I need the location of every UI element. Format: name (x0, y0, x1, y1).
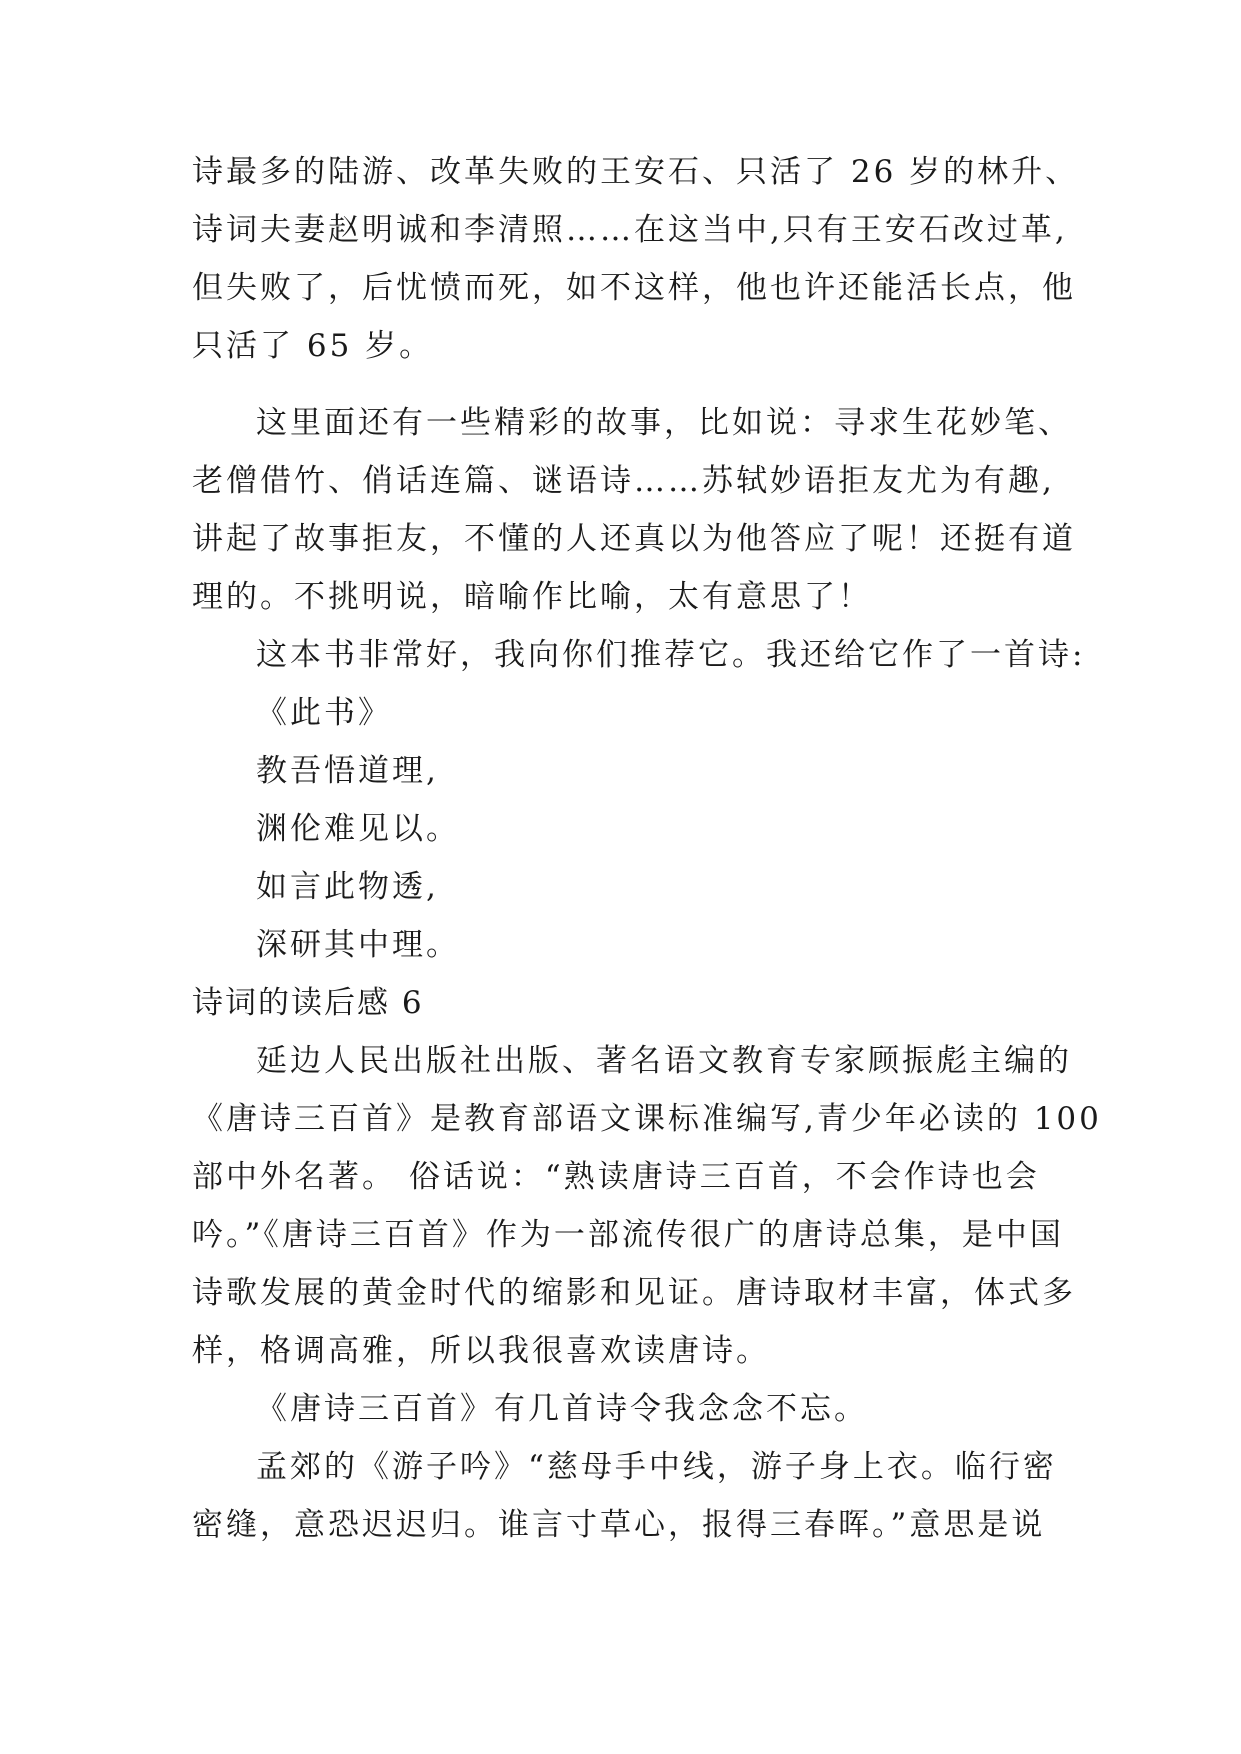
section-heading: 诗词的读后感 6 (192, 985, 424, 1021)
poem-line: 如言此物透, (256, 869, 439, 905)
text-line: 诗最多的陆游、改革失败的王安石、只活了 26 岁的林升、 (192, 154, 1080, 190)
text-line: 但失败了，后忧愤而死，如不这样，他也许还能活长点，他 (192, 270, 1076, 306)
text-line: 这本书非常好，我向你们推荐它。我还给它作了一首诗: (256, 637, 1086, 673)
text-line: 延边人民出版社出版、著名语文教育专家顾振彪主编的 (256, 1043, 1072, 1079)
text-line: 密缝，意恐迟迟归。谁言寸草心，报得三春晖。”意思是说 (192, 1507, 1046, 1543)
text-line: 老僧借竹、俏话连篇、谜语诗……苏轼妙语拒友尤为有趣, (192, 463, 1055, 499)
text-line: 理的。不挑明说，暗喻作比喻，太有意思了！ (192, 579, 872, 615)
text-line: 部中外名著。 俗话说：“熟读唐诗三百首，不会作诗也会 (192, 1159, 1040, 1195)
poem-title: 《此书》 (256, 695, 392, 731)
poem-line: 教吾悟道理, (256, 753, 439, 789)
text-line: 《唐诗三百首》有几首诗令我念念不忘。 (256, 1391, 868, 1427)
poem-line: 渊伦难见以。 (256, 811, 460, 847)
text-line: 诗歌发展的黄金时代的缩影和见证。唐诗取材丰富，体式多 (192, 1275, 1076, 1311)
poem-line: 深研其中理。 (256, 927, 460, 963)
text-line: 孟郊的《游子吟》“慈母手中线，游子身上衣。临行密 (256, 1449, 1057, 1485)
text-line: 吟。”《唐诗三百首》作为一部流传很广的唐诗总集，是中国 (192, 1217, 1064, 1253)
text-line: 只活了 65 岁。 (192, 328, 434, 364)
text-line: 《唐诗三百首》是教育部语文课标准编写,青少年必读的 100 (192, 1101, 1102, 1137)
text-line: 讲起了故事拒友，不懂的人还真以为他答应了呢！还挺有道 (192, 521, 1076, 557)
text-line: 诗词夫妻赵明诚和李清照……在这当中,只有王安石改过革, (192, 212, 1068, 248)
text-line: 样，格调高雅，所以我很喜欢读唐诗。 (192, 1333, 770, 1369)
text-line: 这里面还有一些精彩的故事，比如说：寻求生花妙笔、 (256, 405, 1072, 441)
